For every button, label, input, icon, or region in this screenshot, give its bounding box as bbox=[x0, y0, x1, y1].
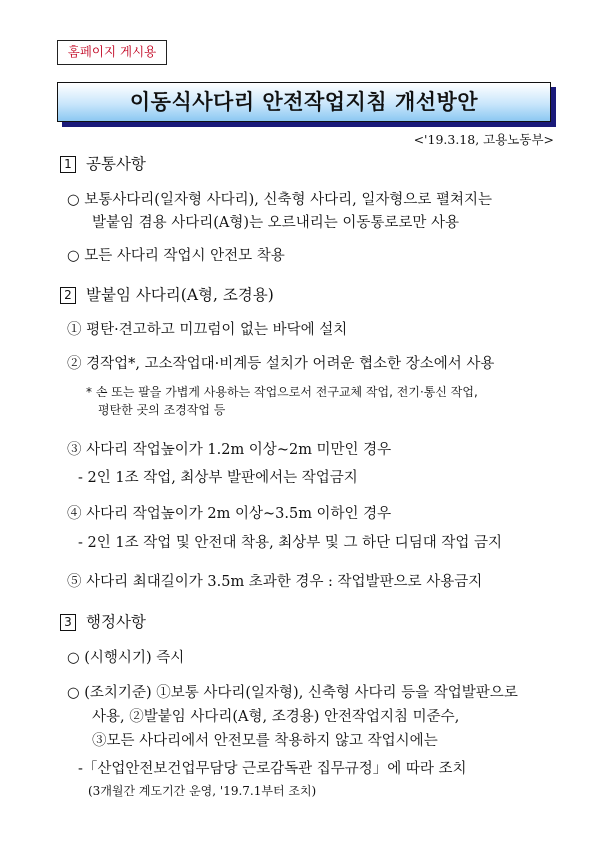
section-number-box: 3 bbox=[60, 614, 76, 631]
issue-date: <'19.3.18, 고용노동부> bbox=[413, 132, 554, 147]
s2-item-5: ⑤ 사다리 최대길이가 3.5m 초과한 경우 : 작업발판으로 사용금지 bbox=[67, 574, 483, 590]
section-title: 공통사항 bbox=[86, 155, 146, 173]
s2-item-4: ④ 사다리 작업높이가 2m 이상~3.5m 이하인 경우 bbox=[67, 506, 392, 522]
section-number-box: 1 bbox=[60, 156, 76, 173]
document-title: 이동식사다리 안전작업지침 개선방안 bbox=[57, 82, 551, 122]
section-title: 행정사항 bbox=[86, 613, 146, 631]
s1-bullet-2: ○ 모든 사다리 작업시 안전모 착용 bbox=[67, 248, 285, 264]
s2-item-2: ② 경작업*, 고소작업대·비계등 설치가 어려운 협소한 장소에서 사용 bbox=[67, 356, 495, 372]
s2-item-4-sub: - 2인 1조 작업 및 안전대 착용, 최상부 및 그 하단 디딤대 작업 금지 bbox=[78, 535, 503, 551]
s1-bullet-1-line-1: ○ 보통사다리(일자형 사다리), 신축형 사다리, 일자형으로 펼쳐지는 bbox=[67, 192, 493, 208]
section-2-heading bbox=[60, 283, 274, 305]
s2-item-3: ③ 사다리 작업높이가 1.2m 이상~2m 미만인 경우 bbox=[67, 442, 392, 458]
section-number-box: 2 bbox=[60, 287, 76, 304]
s2-note-line-2: 평탄한 곳의 조경작업 등 bbox=[98, 403, 226, 417]
s2-item-3-sub: - 2인 1조 작업, 최상부 발판에서는 작업금지 bbox=[78, 470, 358, 486]
title-banner bbox=[57, 82, 554, 125]
s3-bullet-2-line-4: -「산업안전보건업무담당 근로감독관 집무규정」에 따라 조치 bbox=[78, 761, 467, 777]
s2-note-line-1: * 손 또는 팔을 가볍게 사용하는 작업으로서 전구교체 작업, 전기·통신 작업, bbox=[86, 385, 478, 399]
s3-bullet-1: ○ (시행시기) 즉시 bbox=[67, 650, 185, 666]
s3-bullet-2-line-5: (3개월간 계도기간 운영, '19.7.1부터 조치) bbox=[88, 784, 317, 798]
section-1-heading bbox=[60, 152, 146, 174]
section-3-heading bbox=[60, 610, 146, 632]
s2-item-1: ① 평탄·견고하고 미끄럼이 없는 바닥에 설치 bbox=[67, 322, 348, 338]
s3-bullet-2-line-1: ○ (조치기준) ①보통 사다리(일자형), 신축형 사다리 등을 작업발판으로 bbox=[67, 685, 518, 701]
s3-bullet-2-line-3: ③모든 사다리에서 안전모를 착용하지 않고 작업시에는 bbox=[92, 733, 438, 749]
section-title: 발붙임 사다리(A형, 조경용) bbox=[86, 286, 274, 304]
s1-bullet-1-line-2: 발붙임 겸용 사다리(A형)는 오르내리는 이동통로로만 사용 bbox=[92, 215, 459, 231]
homepage-posting-tag: 홈페이지 게시용 bbox=[57, 40, 167, 65]
s3-bullet-2-line-2: 사용, ②발붙임 사다리(A형, 조경용) 안전작업지침 미준수, bbox=[92, 709, 460, 725]
